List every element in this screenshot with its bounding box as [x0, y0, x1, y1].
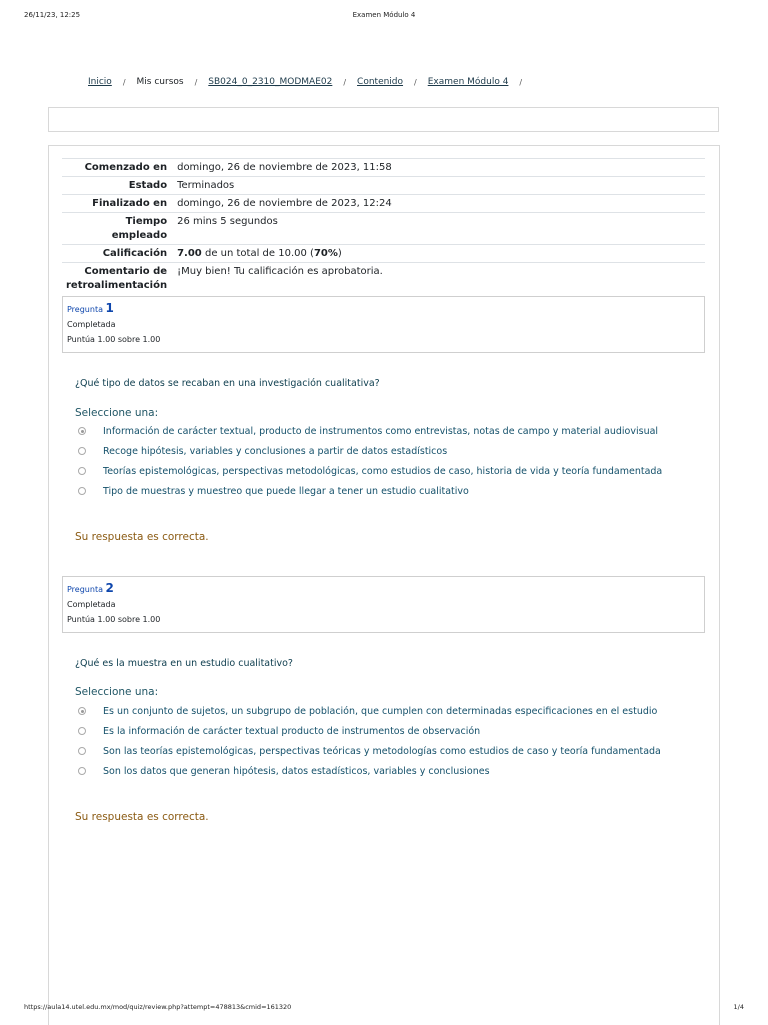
print-url: https://aula14.utel.edu.mx/mod/quiz/review.php?attempt=478813&cmid=161320	[24, 1003, 292, 1011]
question-grade: Puntúa 1.00 sobre 1.00	[67, 335, 161, 344]
breadcrumb-course[interactable]: SB024_0_2310_MODMAE02	[208, 77, 333, 87]
answer-option[interactable]	[78, 444, 447, 458]
radio-button-checked[interactable]	[78, 427, 86, 435]
breadcrumb-separator: /	[194, 77, 198, 87]
print-datetime: 26/11/23, 12:25	[24, 11, 81, 19]
summary-value: domingo, 26 de noviembre de 2023, 12:24	[173, 195, 705, 213]
question-info-box	[62, 576, 705, 633]
radio-button[interactable]	[78, 767, 86, 775]
question-number	[67, 302, 700, 316]
question-prefix: Pregunta	[67, 585, 103, 594]
summary-row-feedback	[62, 263, 705, 295]
summary-label-line: Comentario de	[84, 266, 168, 277]
answer-label: Son los datos que generan hipótesis, datos estadísticos, variables y conclusiones	[103, 765, 490, 777]
breadcrumb-separator: /	[519, 77, 523, 87]
summary-label: Calificación	[62, 245, 173, 263]
answer-option[interactable]	[78, 764, 490, 778]
radio-button[interactable]	[78, 727, 86, 735]
answer-label: Teorías epistemológicas, perspectivas metodológicas, como estudios de caso, historia de vida y teoría fundamentada	[103, 465, 663, 477]
print-header	[0, 11, 768, 23]
question-number	[67, 582, 700, 596]
summary-label	[62, 263, 173, 295]
answer-option[interactable]	[78, 464, 662, 478]
summary-value	[173, 245, 705, 263]
breadcrumb	[88, 75, 533, 89]
print-footer	[0, 1003, 768, 1015]
radio-button[interactable]	[78, 447, 86, 455]
summary-label-line: empleado	[111, 230, 168, 241]
summary-value: ¡Muy bien! Tu calificación es aprobatoria.	[173, 263, 705, 295]
breadcrumb-mis-cursos: Mis cursos	[136, 77, 184, 87]
summary-value: domingo, 26 de noviembre de 2023, 11:58	[173, 159, 705, 177]
grade-total: de un total de 10.00 (	[204, 248, 314, 259]
question-number-value: 1	[105, 301, 114, 315]
radio-button[interactable]	[78, 747, 86, 755]
summary-row-state	[62, 177, 705, 195]
summary-label	[62, 213, 173, 245]
summary-row-finished	[62, 195, 705, 213]
answer-option[interactable]	[78, 484, 469, 498]
breadcrumb-inicio[interactable]: Inicio	[88, 77, 112, 87]
question-info-box	[62, 296, 705, 353]
answer-label: Tipo de muestras y muestreo que puede llegar a tener un estudio cualitativo	[103, 485, 469, 497]
summary-label: Estado	[62, 177, 173, 195]
breadcrumb-separator: /	[414, 77, 417, 87]
summary-label-line: retroalimentación	[66, 280, 168, 291]
answer-label: Son las teorías epistemológicas, perspectivas teóricas y metodologías como estudios de caso y teoría fundamentada	[103, 745, 661, 757]
summary-row-grade	[62, 245, 705, 263]
question-state: Completada	[67, 600, 116, 609]
answer-option[interactable]	[78, 424, 658, 438]
question-prefix: Pregunta	[67, 305, 103, 314]
radio-button[interactable]	[78, 487, 86, 495]
question-text: ¿Qué tipo de datos se recaban en una investigación cualitativa?	[75, 378, 380, 389]
answer-prompt: Seleccione una:	[75, 407, 159, 419]
breadcrumb-separator: /	[122, 77, 126, 87]
summary-value: 26 mins 5 segundos	[173, 213, 705, 245]
grade-percent: 70%	[313, 248, 338, 259]
answer-label: Información de carácter textual, producto de instrumentos como entrevistas, notas de campo y material audiovisual	[103, 425, 659, 437]
grade-close: )	[337, 248, 342, 259]
question-state: Completada	[67, 320, 116, 329]
answer-prompt: Seleccione una:	[75, 686, 159, 698]
summary-value: Terminados	[173, 177, 705, 195]
breadcrumb-examen[interactable]: Examen Módulo 4	[427, 77, 509, 87]
answer-option[interactable]	[78, 744, 661, 758]
answer-feedback: Su respuesta es correcta.	[75, 531, 209, 543]
attempt-summary-table	[62, 158, 705, 294]
print-title: Examen Módulo 4	[352, 11, 416, 19]
breadcrumb-separator: /	[343, 77, 347, 87]
summary-label: Comenzado en	[62, 159, 173, 177]
answer-label: Recoge hipótesis, variables y conclusiones a partir de datos estadísticos	[103, 445, 448, 457]
answer-label: Es un conjunto de sujetos, un subgrupo de población, que cumplen con determinadas especificaciones en el estudio	[103, 705, 658, 717]
question-text: ¿Qué es la muestra en un estudio cualitativo?	[75, 658, 293, 669]
summary-row-time	[62, 213, 705, 245]
radio-button-checked[interactable]	[78, 707, 86, 715]
answer-option[interactable]	[78, 724, 480, 738]
answer-option[interactable]	[78, 704, 657, 718]
summary-row-started	[62, 159, 705, 177]
answer-feedback: Su respuesta es correcta.	[75, 811, 209, 823]
print-page-number: 1/4	[733, 1003, 744, 1011]
navigation-placeholder-box	[48, 107, 719, 132]
summary-label-line: Tiempo	[125, 216, 168, 227]
grade-score: 7.00	[177, 248, 202, 259]
answer-label: Es la información de carácter textual producto de instrumentos de observación	[103, 725, 481, 737]
question-grade: Puntúa 1.00 sobre 1.00	[67, 615, 161, 624]
summary-label: Finalizado en	[62, 195, 173, 213]
radio-button[interactable]	[78, 467, 86, 475]
question-number-value: 2	[105, 581, 114, 595]
breadcrumb-contenido[interactable]: Contenido	[357, 77, 404, 87]
